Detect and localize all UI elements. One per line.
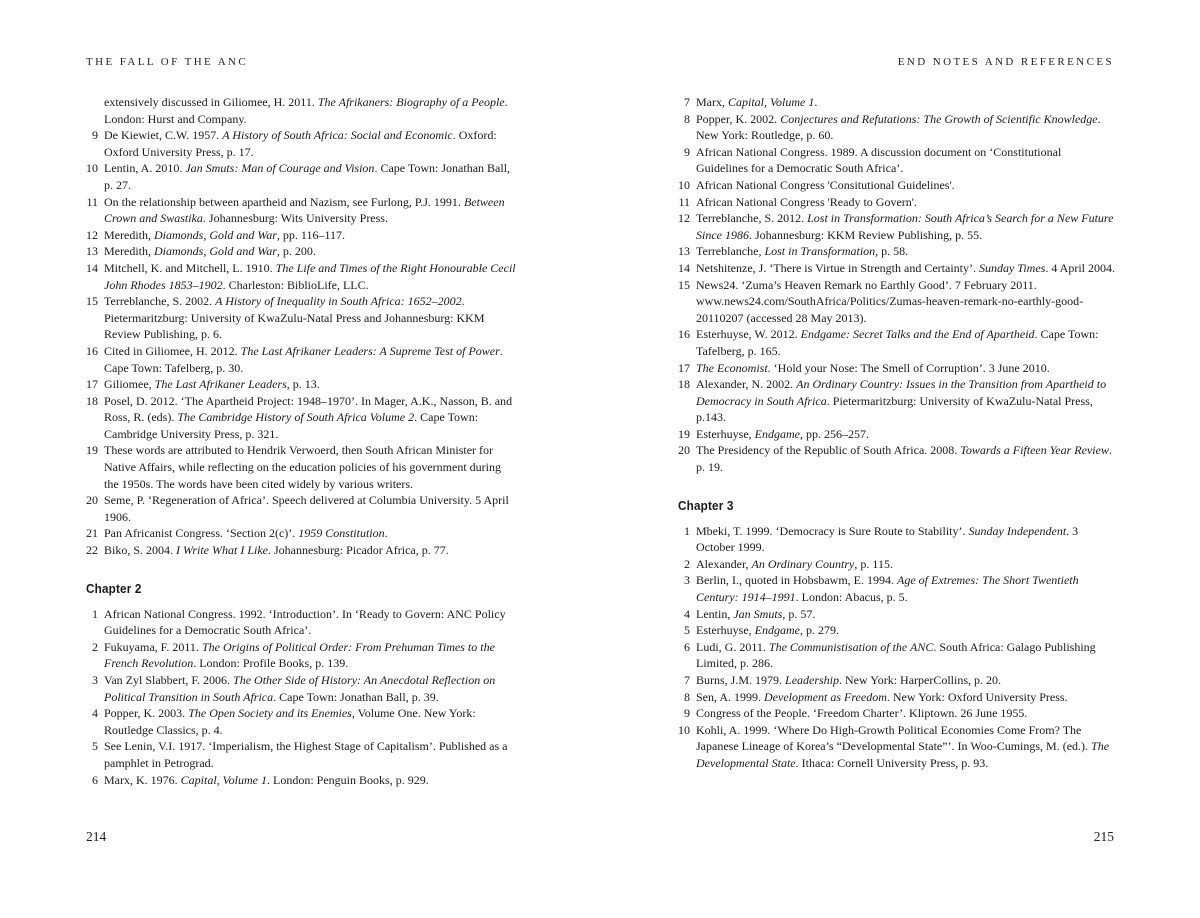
note-text-segment: Kohli, A. 1999. ‘Where Do High-Growth Political Economies Come From? The Japanese Lineage of Korea’s “Developmental State”’. In Woo-Cumings, M. (ed.).	[696, 722, 1092, 754]
endnote	[86, 705, 518, 738]
note-text-segment: See Lenin, V.I. 1917. ‘Imperialism, the Highest Stage of Capitalism’. Published as a pamphlet in Petrograd.	[104, 739, 508, 770]
endnote	[86, 94, 518, 127]
title-italic: Capital, Volume 1	[180, 772, 268, 787]
note-number: 13	[86, 244, 98, 259]
note-text-segment: Giliomee,	[104, 377, 155, 392]
note-number: 11	[86, 194, 98, 209]
title-italic: The Communistisation of the ANC	[768, 639, 934, 654]
endnote	[678, 705, 1116, 722]
note-text-segment: Mbeki, T. 1999. ‘Democracy is Sure Route to Stability’.	[696, 523, 969, 538]
note-text-segment: Esterhuyse, W. 2012.	[696, 327, 801, 342]
note-text	[696, 243, 1116, 260]
endnote	[86, 542, 518, 559]
endnote	[86, 639, 518, 672]
note-text-segment: Netshitenze, J. ‘There is Virtue in Strength and Certainty’.	[696, 260, 979, 275]
endnote	[86, 227, 518, 244]
title-italic: Diamonds, Gold and War	[154, 227, 277, 242]
title-italic: Lost in Transformation	[764, 244, 876, 259]
title-italic: Sunday Times	[978, 260, 1046, 275]
note-text-segment: Popper, K. 2002.	[696, 111, 781, 126]
note-number: 17	[86, 377, 98, 392]
note-text-segment: News24. ‘Zuma’s Heaven Remark no Earthly Good’. 7 February 2011. www.news24.com/SouthAfrica/Politics/Zumas-heaven-remark-no-earthly-good-20110207 (accessed 28 May 2013).	[696, 277, 1084, 325]
note-text	[696, 523, 1116, 556]
note-number: 7	[684, 673, 690, 687]
note-text-segment: The Presidency of the Republic of South Africa. 2008.	[696, 443, 961, 458]
note-text-segment: . p. 19.	[696, 443, 1112, 475]
running-head: THE FALL OF THE ANC	[86, 56, 249, 68]
endnote	[678, 523, 1116, 556]
endnote	[678, 606, 1116, 623]
title-italic: The Origins of Political Order: From Prehuman Times to the French Revolution	[104, 639, 495, 671]
note-text-segment: , pp. 116–117.	[276, 227, 346, 242]
note-text-segment: . New York: Routledge, p. 60.	[696, 111, 1101, 143]
note-text-segment: . London: Profile Books, p. 139.	[193, 656, 349, 671]
notes-list	[678, 523, 1116, 772]
note-text-segment: . Johannesburg: KKM Review Publishing, p. 55.	[749, 227, 983, 242]
notes-list	[86, 94, 518, 559]
note-text-segment: Popper, K. 2003.	[104, 706, 189, 721]
endnote	[86, 293, 518, 343]
note-text-segment: African National Congress. 1989. A discussion document on ‘Constitutional Guidelines for a Democratic South Africa’.	[696, 144, 1062, 176]
endnote	[86, 343, 518, 376]
note-text	[104, 376, 518, 393]
title-italic: An Ordinary Country: Issues in the Transition from Apartheid to Democracy in South Africa	[696, 377, 1107, 408]
note-text-segment: .	[384, 526, 388, 541]
note-text-segment: Burns, J.M. 1979.	[696, 673, 786, 687]
note-text-segment: De Kiewiet, C.W. 1957.	[104, 128, 223, 143]
note-text-segment: These words are attributed to Hendrik Verwoerd, then South African Minister for Native Affairs, while reflecting on the education policies of his government during the 1950s. The words have been cited widely by various writers.	[104, 443, 502, 491]
endnote	[86, 160, 518, 193]
note-text-segment: . 4 April 2004.	[1045, 260, 1115, 275]
note-number: 16	[678, 327, 690, 342]
note-text	[696, 360, 1116, 377]
note-text-segment: Posel, D. 2012. ‘The Apartheid Project: 1948–1970’. In Mager, A.K., Nasson, B. and Ross, R. (eds).	[104, 393, 513, 425]
note-number: 12	[678, 211, 690, 226]
note-number: 19	[86, 443, 98, 458]
note-text-segment: Sen, A. 1999.	[696, 689, 765, 704]
title-italic: Development as Freedom	[764, 689, 887, 704]
title-italic: An Ordinary Country	[751, 556, 855, 571]
title-italic: Towards a Fifteen Year Review	[960, 443, 1109, 458]
note-number: 12	[86, 227, 98, 242]
note-number: 11	[678, 194, 690, 209]
note-text-segment: , p. 279.	[799, 623, 839, 638]
endnote	[678, 672, 1116, 689]
note-number: 1	[92, 606, 98, 621]
endnote	[678, 639, 1116, 672]
note-text-segment: , p. 58.	[875, 244, 909, 259]
title-italic: A History of Inequality in South Africa: 1652–2002	[215, 294, 462, 309]
endnote	[678, 426, 1116, 443]
note-text	[104, 127, 518, 160]
note-text-segment: Congress of the People. ‘Freedom Charter’. Kliptown. 26 June 1955.	[696, 706, 1028, 721]
note-text	[696, 144, 1116, 177]
title-italic: The Last Afrikaner Leaders	[154, 377, 287, 392]
title-italic: I Write What I Like	[176, 543, 268, 558]
note-text	[104, 705, 518, 738]
note-number: 6	[92, 772, 98, 787]
endnote	[678, 556, 1116, 573]
note-text-segment: Marx,	[696, 95, 728, 109]
note-text-segment: , p. 13.	[286, 377, 320, 392]
endnote	[86, 393, 518, 443]
endnote	[86, 243, 518, 260]
note-text	[104, 542, 518, 559]
note-number: 14	[678, 260, 690, 275]
note-text-segment: African National Congress 'Ready to Govern'.	[696, 194, 917, 209]
endnote	[678, 243, 1116, 260]
note-text-segment: Terreblanche,	[696, 244, 765, 259]
title-italic: Between Crown and Swastika	[104, 194, 505, 226]
chapter-heading: Chapter 2	[86, 580, 142, 596]
note-text-segment: Pan Africanist Congress. ‘Section 2(c)’.	[104, 526, 299, 541]
endnote	[86, 606, 518, 639]
note-text	[696, 556, 1116, 573]
note-text-segment: Esterhuyse,	[696, 426, 755, 441]
title-italic: Diamonds, Gold and War	[154, 244, 277, 259]
endnote	[86, 525, 518, 542]
title-italic: Conjectures and Refutations: The Growth of Scientific Knowledge	[780, 111, 1098, 126]
note-text-segment: Meredith,	[104, 244, 154, 259]
endnote	[678, 442, 1116, 475]
note-number: 3	[684, 573, 690, 588]
note-text	[696, 722, 1116, 772]
note-text-segment: . Oxford: Oxford University Press, p. 17.	[104, 128, 497, 159]
title-italic: The Life and Times of the Right Honourable Cecil John Rhodes 1853–1902	[104, 260, 516, 292]
note-number: 2	[92, 639, 98, 654]
note-text	[104, 772, 518, 789]
note-text-segment: . London: Hurst and Company.	[104, 95, 508, 126]
title-italic: Leadership	[785, 673, 840, 687]
note-text-segment: Terreblanche, S. 2012.	[696, 211, 808, 226]
note-text-segment: extensively discussed in Giliomee, H. 2011.	[104, 95, 318, 109]
note-number: 4	[92, 706, 98, 721]
endnote	[86, 194, 518, 227]
note-text	[696, 426, 1116, 443]
note-number: 18	[678, 377, 690, 392]
note-number: 20	[86, 493, 98, 508]
note-text-segment: Meredith,	[104, 227, 154, 242]
notes-list	[86, 606, 518, 789]
note-text	[104, 525, 518, 542]
title-italic: Endgame: Secret Talks and the End of Apartheid	[800, 327, 1035, 342]
note-text	[696, 194, 1116, 211]
note-text-segment: . 3 October 1999.	[696, 523, 1079, 555]
note-number: 3	[92, 673, 98, 687]
note-text	[696, 177, 1116, 194]
endnote	[86, 376, 518, 393]
title-italic: Sunday Independent	[968, 523, 1067, 538]
note-text	[696, 210, 1116, 243]
note-text-segment: Marx, K. 1976.	[104, 772, 181, 787]
page-number: 215	[1093, 829, 1114, 844]
note-number: 2	[684, 556, 690, 571]
title-italic: The Afrikaners: Biography of a People	[317, 95, 505, 109]
endnote	[86, 442, 518, 492]
title-italic: The Cambridge History of South Africa Volume 2	[177, 410, 415, 425]
note-text-segment: . New York: Oxford University Press.	[886, 689, 1068, 704]
note-number: 13	[678, 244, 690, 259]
note-text	[104, 442, 518, 492]
note-number: 15	[86, 294, 98, 309]
note-text-segment: . Cape Town: Jonathan Ball, p. 39.	[273, 689, 439, 704]
note-number: 17	[678, 360, 690, 375]
note-number: 22	[86, 543, 98, 558]
note-text	[696, 672, 1116, 689]
note-number: 15	[678, 277, 690, 292]
endnote	[678, 177, 1116, 194]
note-text	[696, 326, 1116, 359]
note-text	[696, 376, 1116, 426]
note-text	[696, 622, 1116, 639]
title-italic: Jan Smuts	[733, 606, 783, 621]
title-italic: The Developmental State	[696, 739, 1110, 770]
note-text	[696, 639, 1116, 672]
note-text-segment: Biko, S. 2004.	[104, 543, 177, 558]
endnote	[678, 210, 1116, 243]
note-text-segment: . Cape Town: Cambridge University Press, p. 321.	[104, 410, 479, 441]
title-italic: 1959 Constitution	[298, 526, 385, 541]
note-text-segment: , Volume One. New York: Routledge Classics, p. 4.	[104, 706, 476, 737]
note-text	[104, 243, 518, 260]
endnote	[678, 260, 1116, 277]
note-text-segment: Berlin, I., quoted in Hobsbawm, E. 1994.	[696, 573, 897, 588]
note-text-segment: . ‘Hold your Nose: The Smell of Corruption’. 3 June 2010.	[767, 360, 1050, 375]
note-text-segment: .	[814, 95, 818, 109]
note-number: 10	[678, 177, 690, 192]
note-text	[696, 705, 1116, 722]
note-text	[696, 260, 1116, 277]
note-text	[104, 293, 518, 343]
title-italic: Jan Smuts: Man of Courage and Vision	[185, 161, 375, 176]
note-text-segment: . Pietermaritzburg: University of KwaZulu-Natal Press and Johannesburg: KKM Review Publishing, p. 6.	[104, 294, 485, 342]
note-number: 1	[684, 523, 690, 538]
endnote	[678, 94, 1116, 111]
note-number: 5	[684, 623, 690, 638]
title-italic: Endgame	[754, 623, 800, 638]
note-text-segment: Lentin,	[696, 606, 734, 621]
note-text-segment: , pp. 256–257.	[799, 426, 869, 441]
note-text	[696, 111, 1116, 144]
title-italic: Age of Extremes: The Short Twentieth Century: 1914–1991	[696, 573, 1079, 605]
note-text-segment: . Cape Town: Jonathan Ball, p. 27.	[104, 161, 511, 192]
note-text	[696, 572, 1116, 605]
note-number: 16	[86, 343, 98, 358]
note-text-segment: Van Zyl Slabbert, F. 2006.	[104, 673, 234, 687]
endnote	[86, 492, 518, 525]
endnote	[86, 260, 518, 293]
note-number: 5	[92, 739, 98, 754]
title-italic: The Last Afrikaner Leaders: A Supreme Test of Power	[240, 343, 500, 358]
note-number: 10	[678, 722, 690, 737]
note-text	[696, 442, 1116, 475]
note-text-segment: . Charleston: BiblioLife, LLC.	[222, 277, 369, 292]
note-text-segment: . New York: HarperCollins, p. 20.	[839, 673, 1002, 687]
note-text-segment: Cited in Giliomee, H. 2012.	[104, 343, 241, 358]
note-text	[696, 277, 1116, 327]
endnote	[86, 672, 518, 705]
endnote	[678, 326, 1116, 359]
title-italic: Endgame	[754, 426, 800, 441]
note-text	[104, 94, 518, 127]
note-number: 10	[86, 161, 98, 176]
note-number: 18	[86, 393, 98, 408]
notes-list	[678, 94, 1116, 476]
note-number: 6	[684, 639, 690, 654]
endnote	[678, 689, 1116, 706]
notes-body	[678, 94, 1116, 772]
note-text	[104, 492, 518, 525]
chapter-heading: Chapter 3	[678, 497, 734, 513]
note-text	[104, 260, 518, 293]
endnote	[86, 772, 518, 789]
note-text-segment: . South Africa: Galago Publishing Limited, p. 286.	[696, 639, 1096, 671]
note-text	[104, 639, 518, 672]
note-text	[104, 227, 518, 244]
notes-body	[86, 94, 518, 788]
note-text-segment: . Johannesburg: Wits University Press.	[202, 211, 388, 226]
page-number: 214	[86, 829, 107, 844]
note-number: 19	[678, 426, 690, 441]
running-head: END NOTES AND REFERENCES	[897, 56, 1114, 68]
title-italic: A History of South Africa: Social and Economic	[222, 128, 453, 143]
note-text-segment: . Johannesburg: Picador Africa, p. 77.	[268, 543, 449, 558]
note-number: 9	[92, 128, 98, 143]
endnote	[678, 144, 1116, 177]
note-text	[104, 738, 518, 771]
note-text	[104, 194, 518, 227]
endnote	[678, 360, 1116, 377]
note-text-segment: . London: Penguin Books, p. 929.	[267, 772, 429, 787]
note-text	[696, 689, 1116, 706]
note-number: 4	[684, 606, 690, 621]
note-text-segment: On the relationship between apartheid and Nazism, see Furlong, P.J. 1991.	[104, 194, 464, 209]
right-page	[600, 0, 1200, 918]
title-italic: The Open Society and its Enemies	[188, 706, 352, 721]
note-text-segment: Alexander,	[696, 556, 752, 571]
note-text-segment: Alexander, N. 2002.	[696, 377, 797, 392]
note-text	[104, 672, 518, 705]
note-text	[104, 606, 518, 639]
note-text-segment: African National Congress. 1992. ‘Introduction’. In ‘Ready to Govern: ANC Policy Guidelines for a Democratic South Africa’.	[104, 606, 506, 638]
note-text-segment: , p. 57.	[782, 606, 816, 621]
endnote	[678, 622, 1116, 639]
note-text-segment: Seme, P. ‘Regeneration of Africa’. Speech delivered at Columbia University. 5 April 1906.	[104, 493, 509, 524]
note-number: 14	[86, 260, 98, 275]
endnote	[678, 111, 1116, 144]
note-text-segment: . Ithaca: Cornell University Press, p. 93.	[795, 755, 989, 770]
note-number: 7	[684, 95, 690, 109]
note-number: 20	[678, 443, 690, 458]
endnote	[678, 572, 1116, 605]
note-text	[104, 343, 518, 376]
note-text-segment: . Pietermaritzburg: University of KwaZulu-Natal Press, p.143.	[696, 393, 1093, 425]
note-text-segment: Fukuyama, F. 2011.	[104, 639, 202, 654]
endnote	[86, 127, 518, 160]
note-text-segment: African National Congress 'Consitutional Guidelines'.	[696, 177, 955, 192]
note-text	[104, 393, 518, 443]
endnote	[86, 738, 518, 771]
note-text-segment: . Cape Town: Tafelberg, p. 165.	[696, 327, 1099, 358]
note-text	[104, 160, 518, 193]
note-text-segment: Lentin, A. 2010.	[104, 161, 186, 176]
note-text	[696, 94, 1116, 111]
note-text-segment: . London: Abacus, p. 5.	[795, 590, 908, 605]
title-italic: The Other Side of History: An Anecdotal Reflection on Political Transition in South Africa	[104, 673, 496, 704]
title-italic: The Economist	[696, 360, 768, 375]
note-text-segment: Mitchell, K. and Mitchell, L. 1910.	[104, 260, 276, 275]
note-text-segment: , p. 115.	[854, 556, 893, 571]
title-italic: Capital, Volume 1	[728, 95, 815, 109]
note-number: 9	[684, 144, 690, 159]
note-text-segment: . Cape Town: Tafelberg, p. 30.	[104, 343, 503, 375]
title-italic: Lost in Transformation: South Africa’s Search for a New Future Since 1986	[696, 211, 1114, 242]
note-text-segment: , p. 200.	[276, 244, 316, 259]
endnote	[678, 194, 1116, 211]
endnote	[678, 277, 1116, 327]
note-text-segment: Esterhuyse,	[696, 623, 755, 638]
note-text-segment: Ludi, G. 2011.	[696, 639, 769, 654]
note-text-segment: Terreblanche, S. 2002.	[104, 294, 216, 309]
endnote	[678, 376, 1116, 426]
note-number: 8	[684, 111, 690, 126]
note-number: 9	[684, 706, 690, 721]
endnote	[678, 722, 1116, 772]
note-text	[696, 606, 1116, 623]
note-number: 8	[684, 689, 690, 704]
note-number: 21	[86, 526, 98, 541]
